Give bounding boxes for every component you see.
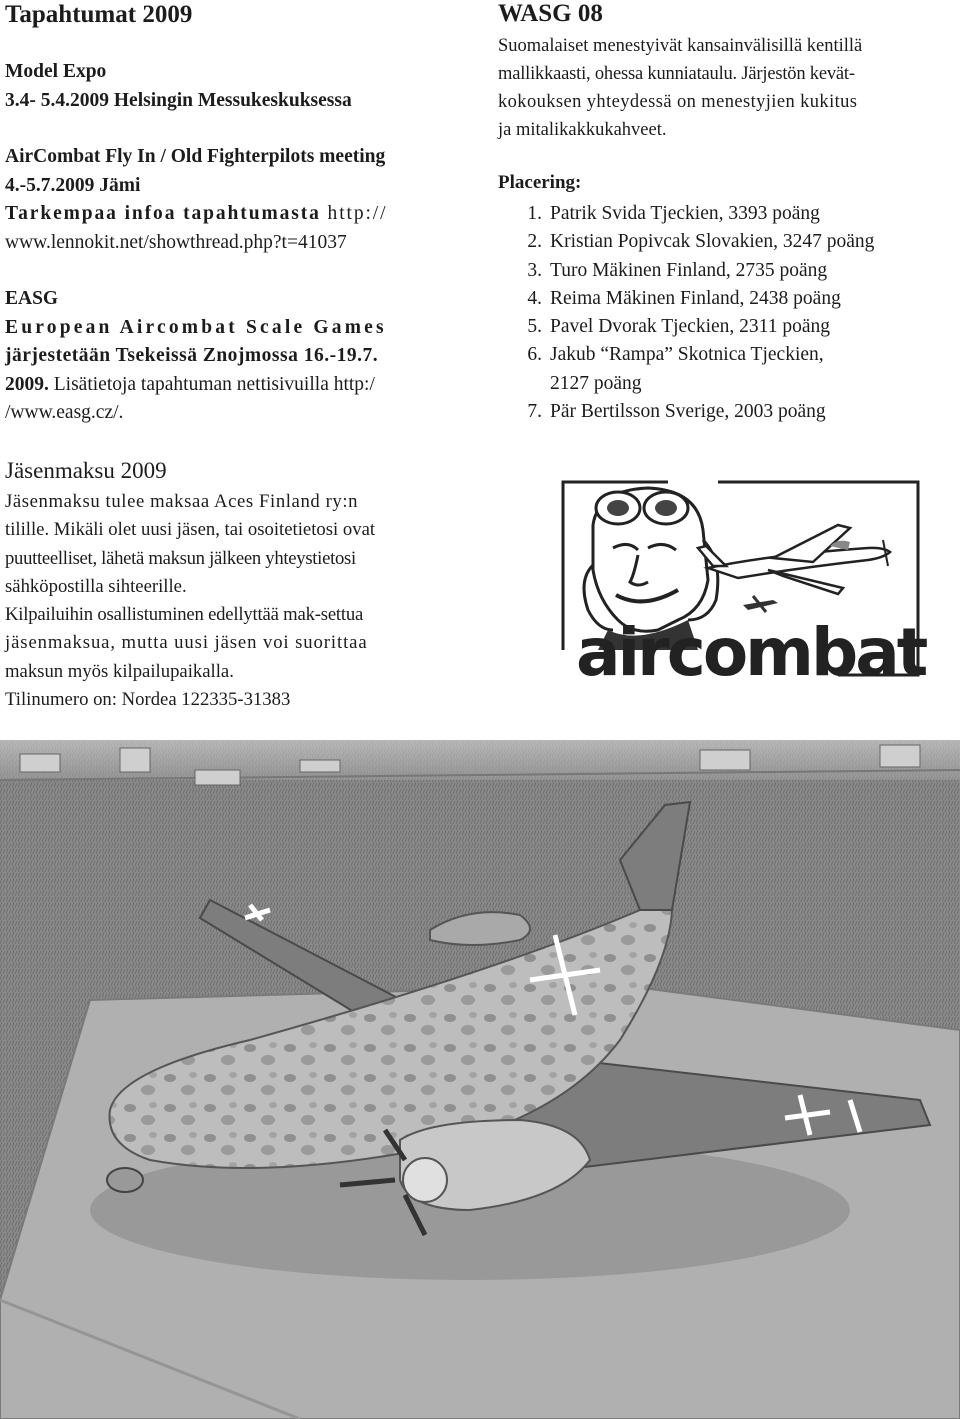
plane-silhouette (698, 525, 890, 594)
event-3-location: järjestetään Tsekeissä Znojmossa 16.-19.7. (5, 345, 379, 366)
event-2-link[interactable]: www.lennokit.net/showthread.php?t=41037 (5, 231, 347, 253)
list-item (498, 285, 954, 313)
event-3-name: EASG (5, 288, 59, 309)
membership-line-7: maksun myös kilpailupaikalla. (5, 660, 234, 682)
list-item (498, 398, 954, 426)
wasg-intro (498, 32, 954, 144)
list-item (498, 257, 954, 285)
result-text-continued: 2127 poäng (550, 372, 642, 394)
wasg-intro-line-2: mallikkaasti, ohessa kunniataulu. Järjestön kevät- (498, 64, 855, 84)
event-2-info-url: http:// (320, 203, 388, 224)
membership-line-2: tilille. Mikäli olet uusi jäsen, tai osoitetietosi ovat (5, 519, 376, 541)
right-column (498, 0, 954, 440)
event-3-link[interactable]: /www.easg.cz/. (5, 402, 124, 423)
result-text: Pavel Dvorak Tjeckien, 2311 poäng (550, 316, 830, 338)
event-2-info-bold: Tarkempaa infoa tapahtumasta (5, 203, 321, 224)
event-3-fullname: European Aircombat Scale Games (5, 316, 387, 338)
result-text: Turo Mäkinen Finland, 2735 poäng (550, 259, 828, 281)
wasg-intro-line-1: Suomalaiset menestyivät kansainvälisillä kentillä (498, 36, 863, 56)
model-plane-photo (0, 740, 960, 1419)
membership-title: Jäsenmaksu 2009 (5, 458, 167, 483)
list-item (498, 370, 954, 398)
result-text: Kristian Popivcak Slovakien, 3247 poäng (550, 231, 875, 253)
membership-section (5, 454, 465, 714)
membership-line-5: Kilpailuihin osallistuminen edellyttää mak-settua (5, 604, 364, 626)
event-2-date: 4.-5.7.2009 Jämi (5, 174, 141, 196)
wasg-intro-line-4: ja mitalikakkukahveet. (498, 120, 667, 140)
small-plane-icon (743, 596, 778, 612)
list-item (498, 200, 954, 228)
aircombat-logo (538, 470, 938, 700)
event-2-info (5, 200, 465, 229)
list-item (498, 341, 954, 369)
events-title: Tapahtumat 2009 (5, 1, 193, 28)
result-rank: 4. (527, 287, 542, 309)
event-1-name: Model Expo (5, 61, 107, 82)
result-rank: 6. (527, 344, 542, 366)
event-3-year: 2009. (5, 373, 49, 395)
result-text: Pär Bertilsson Sverige, 2003 poäng (550, 401, 826, 423)
event-1-date: 3.4- 5.4.2009 Helsingin Messukeskuksessa (5, 89, 352, 111)
wasg-title: WASG 08 (498, 0, 603, 27)
wasg-intro-line-3: kokouksen yhteydessä on menestyjien kukitus (498, 92, 858, 112)
placering-label: Placering: (498, 172, 582, 193)
result-text: Patrik Svida Tjeckien, 3393 poäng (550, 203, 820, 224)
result-rank: 3. (527, 259, 542, 281)
membership-line-3: puutteelliset, lähetä maksun jälkeen yhteystietosi (5, 547, 356, 569)
events-list (5, 58, 465, 428)
aircombat-wordmark: aircombat (576, 614, 926, 691)
membership-line-1: Jäsenmaksu tulee maksaa Aces Finland ry:n (5, 491, 359, 512)
membership-account: Tilinumero on: Nordea 122335-31383 (5, 689, 291, 711)
result-rank: 2. (527, 231, 542, 253)
list-item (498, 228, 954, 256)
left-column (5, 0, 465, 423)
result-text: Jakub “Rampa” Skotnica Tjeckien, (550, 344, 824, 366)
membership-line-6: jäsenmaksua, mutta uusi jäsen voi suorittaa (5, 632, 368, 654)
event-3-info (5, 371, 465, 400)
result-rank: 7. (527, 401, 542, 423)
event-2-name: AirCombat Fly In / Old Fighterpilots meeting (5, 146, 386, 167)
membership-line-4: sähköpostilla sihteerille. (5, 575, 187, 597)
event-3-info-text: Lisätietoja tapahtuman nettisivuilla http:/ (48, 373, 375, 395)
list-item (498, 313, 954, 341)
result-rank: 5. (527, 316, 542, 338)
result-rank: 1. (527, 203, 542, 224)
results-list (498, 200, 954, 426)
result-text: Reima Mäkinen Finland, 2438 poäng (550, 287, 841, 309)
